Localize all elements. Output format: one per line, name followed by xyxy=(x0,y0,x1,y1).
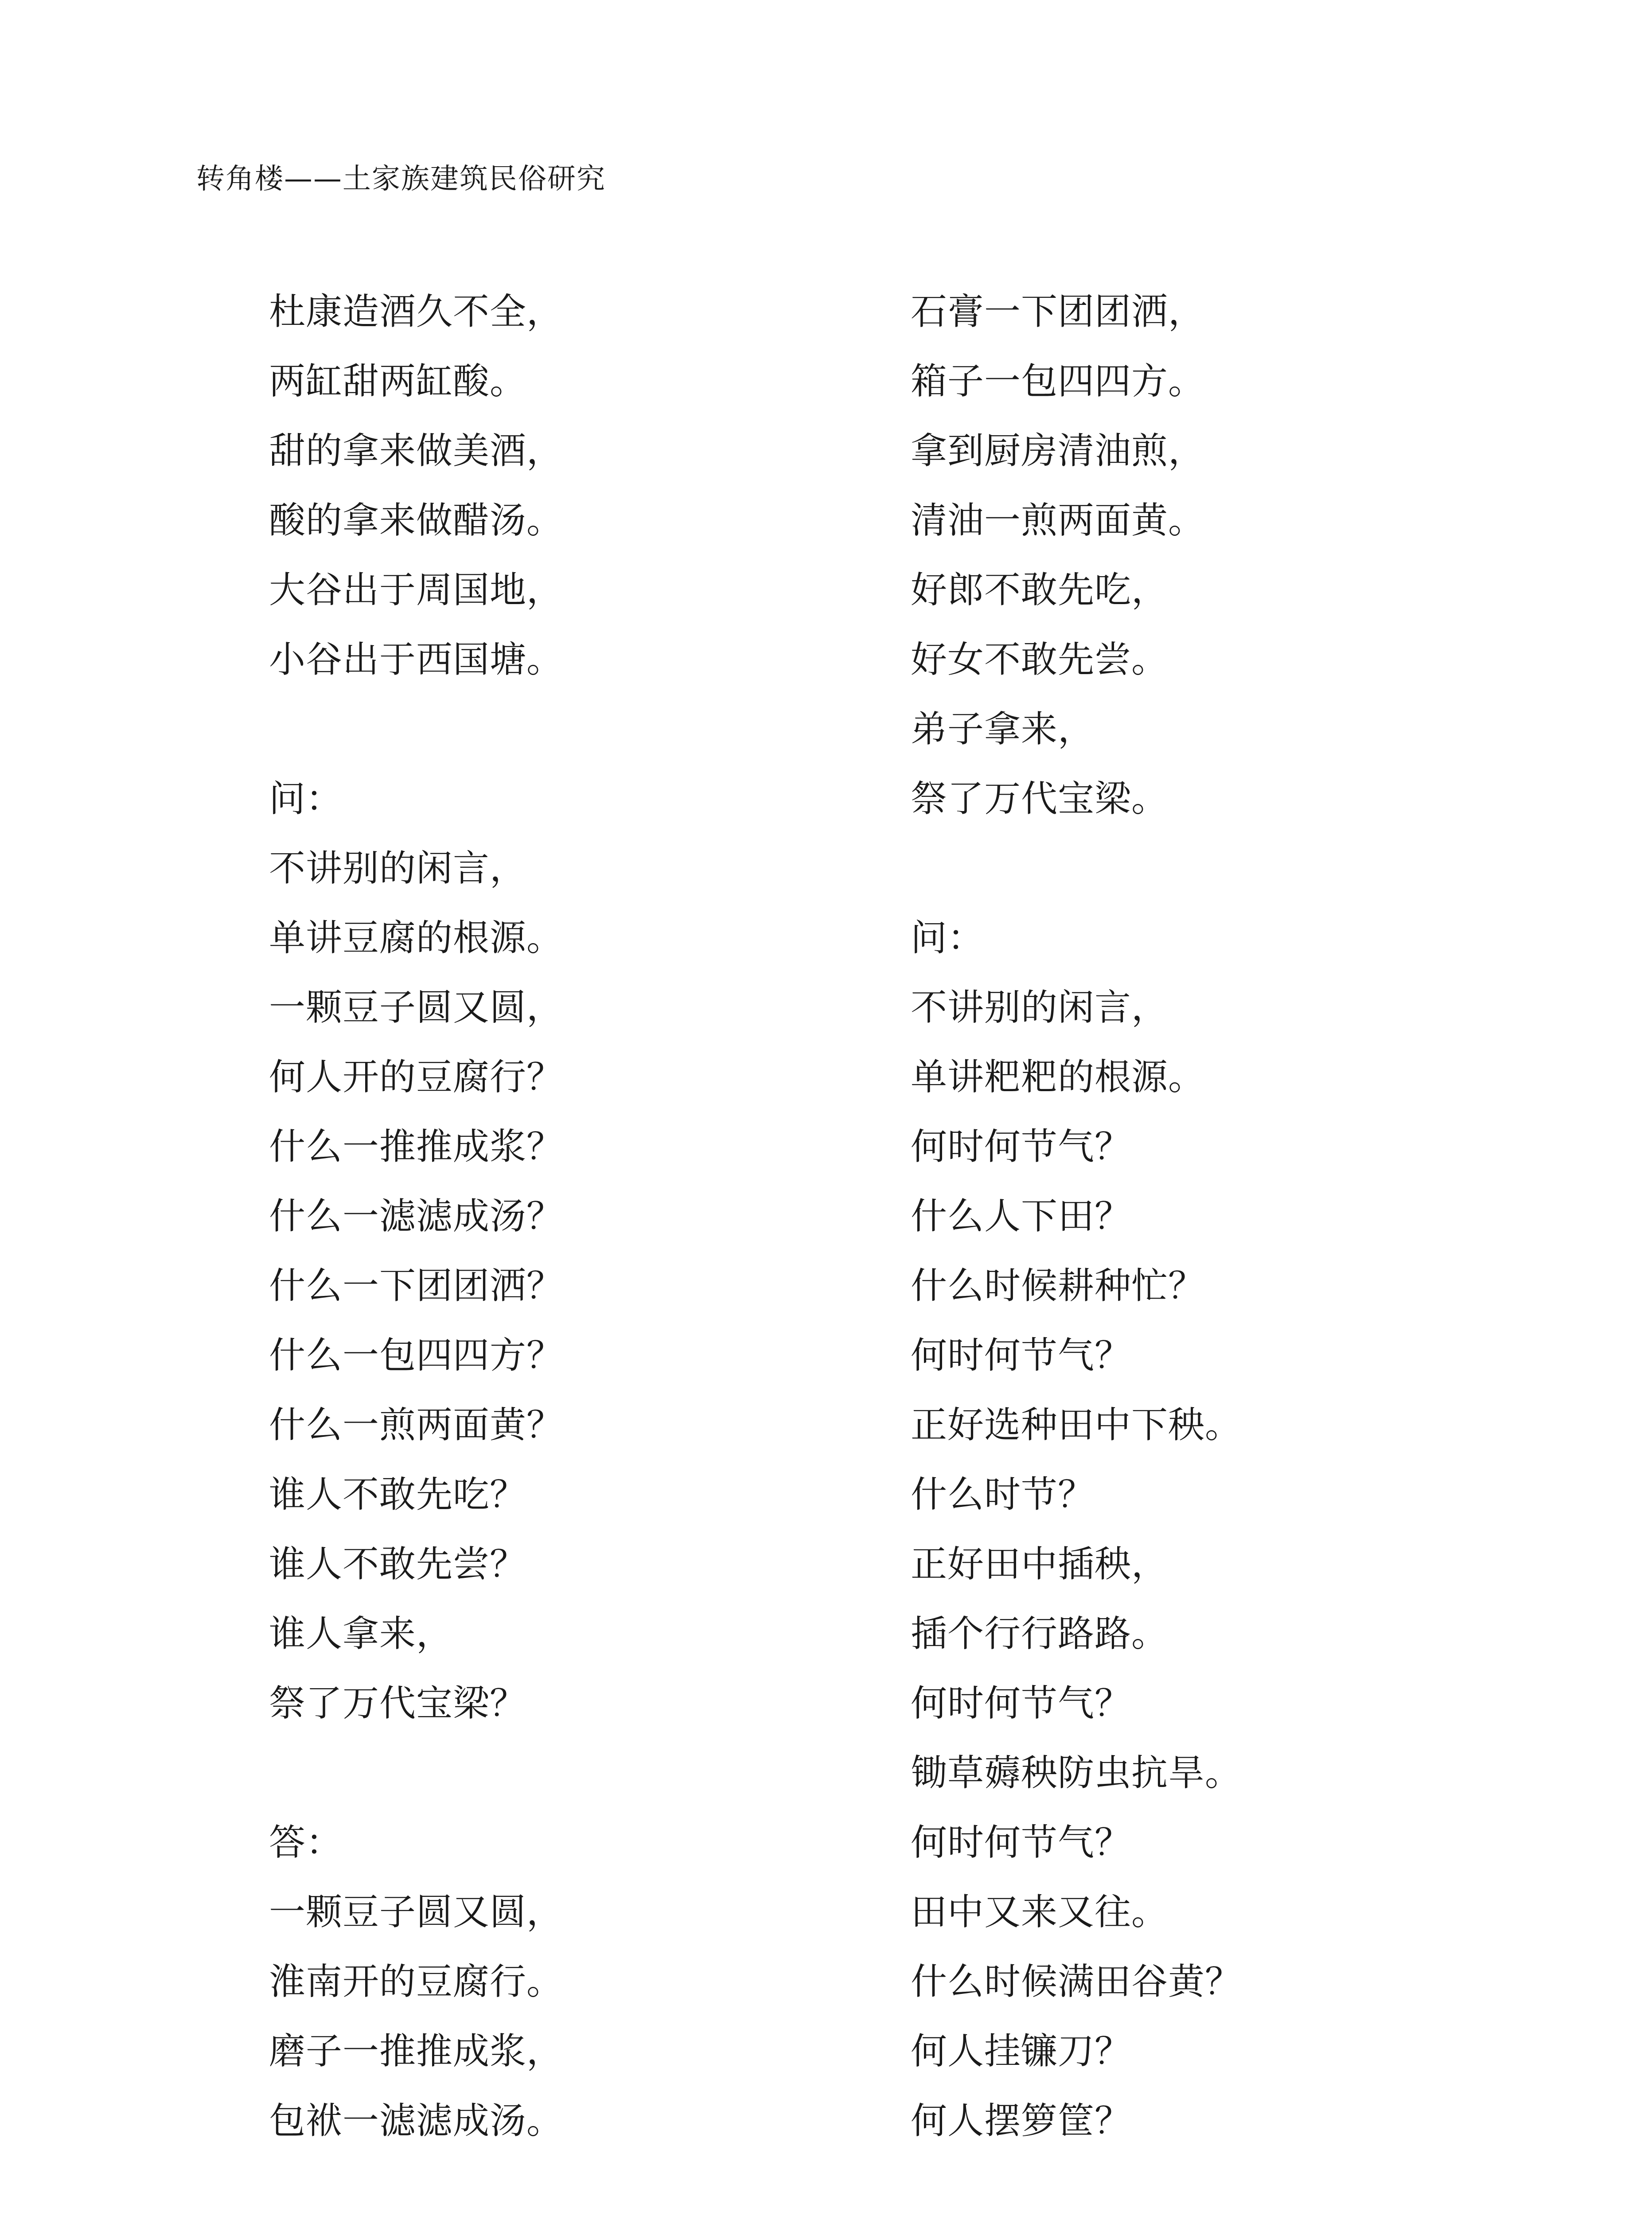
verse-line: 不讲别的闲言， xyxy=(911,987,1169,1029)
verse-line: 清油一煎两面黄。 xyxy=(911,499,1205,542)
verse-line: 何人挂镰刀？ xyxy=(911,2030,1132,2072)
verse-line: 插个行行路路。 xyxy=(911,1613,1169,1655)
verse-line: 何时何节气？ xyxy=(911,1334,1132,1377)
verse-line: 两缸甜两缸酸。 xyxy=(269,360,527,402)
verse-line: 箱子一包四四方。 xyxy=(911,360,1205,402)
verse-line: 问： xyxy=(269,778,343,820)
verse-line: 磨子一推推成浆， xyxy=(269,2030,564,2072)
verse-line: 正好田中插秧， xyxy=(911,1543,1169,1585)
verse-line: 什么一包四四方？ xyxy=(269,1334,564,1377)
verse-line: 杜康造酒久不全， xyxy=(269,291,564,333)
running-header-title: 转角楼——土家族建筑民俗研究 xyxy=(196,163,606,195)
stanza-break xyxy=(269,1752,563,1821)
verse-line: 拿到厨房清油煎， xyxy=(911,430,1205,472)
verse-line: 问： xyxy=(911,917,985,959)
verse-line: 弟子拿来， xyxy=(911,708,1095,750)
verse-line: 锄草薅秧防虫抗旱。 xyxy=(911,1752,1242,1794)
verse-line: 什么时候满田谷黄？ xyxy=(911,1961,1242,2003)
verse-line: 石膏一下团团洒， xyxy=(911,291,1205,333)
verse-line: 一颗豆子圆又圆， xyxy=(269,987,564,1029)
verse-line: 祭了万代宝梁？ xyxy=(269,1682,527,1724)
verse-line: 什么一推推成浆？ xyxy=(269,1126,564,1168)
verse-line: 小谷出于西国塘。 xyxy=(269,639,564,681)
verse-line: 酸的拿来做醋汤。 xyxy=(269,499,564,542)
verse-line: 何时何节气？ xyxy=(911,1822,1132,1864)
verse-line: 甜的拿来做美酒， xyxy=(269,430,564,472)
verse-line: 谁人不敢先吃？ xyxy=(269,1474,527,1516)
verse-line: 正好选种田中下秧。 xyxy=(911,1404,1242,1446)
verse-line: 何时何节气？ xyxy=(911,1682,1132,1724)
verse-line: 单讲豆腐的根源。 xyxy=(269,917,564,959)
verse-line: 淮南开的豆腐行。 xyxy=(269,1961,564,2003)
verse-line: 包袱一滤滤成汤。 xyxy=(269,2100,564,2142)
verse-line: 什么一滤滤成汤？ xyxy=(269,1195,564,1237)
verse-line: 何时何节气？ xyxy=(911,1126,1132,1168)
verse-line: 什么时节？ xyxy=(911,1474,1095,1516)
verse-line: 什么一下团团洒？ xyxy=(269,1265,564,1307)
verse-line: 何人摆箩筐？ xyxy=(911,2100,1132,2142)
stanza-break xyxy=(911,847,1242,917)
verse-line: 大谷出于周国地， xyxy=(269,569,564,611)
verse-line: 祭了万代宝梁。 xyxy=(911,778,1169,820)
left-column-verse xyxy=(269,290,563,2169)
verse-line: 田中又来又往。 xyxy=(911,1891,1169,1933)
verse-line: 一颗豆子圆又圆， xyxy=(269,1891,564,1933)
verse-line: 单讲粑粑的根源。 xyxy=(911,1056,1205,1098)
verse-line: 什么时候耕种忙？ xyxy=(911,1265,1205,1307)
verse-line: 答： xyxy=(269,1822,343,1864)
right-column-verse xyxy=(911,290,1242,2169)
stanza-break xyxy=(269,708,563,777)
verse-line: 什么人下田？ xyxy=(911,1195,1132,1237)
verse-line: 谁人不敢先尝？ xyxy=(269,1543,527,1585)
verse-line: 好女不敢先尝。 xyxy=(911,639,1169,681)
verse-line: 不讲别的闲言， xyxy=(269,847,527,890)
verse-line: 什么一煎两面黄？ xyxy=(269,1404,564,1446)
verse-line: 何人开的豆腐行？ xyxy=(269,1056,564,1098)
verse-line: 好郎不敢先吃， xyxy=(911,569,1169,611)
verse-line: 谁人拿来， xyxy=(269,1613,453,1655)
